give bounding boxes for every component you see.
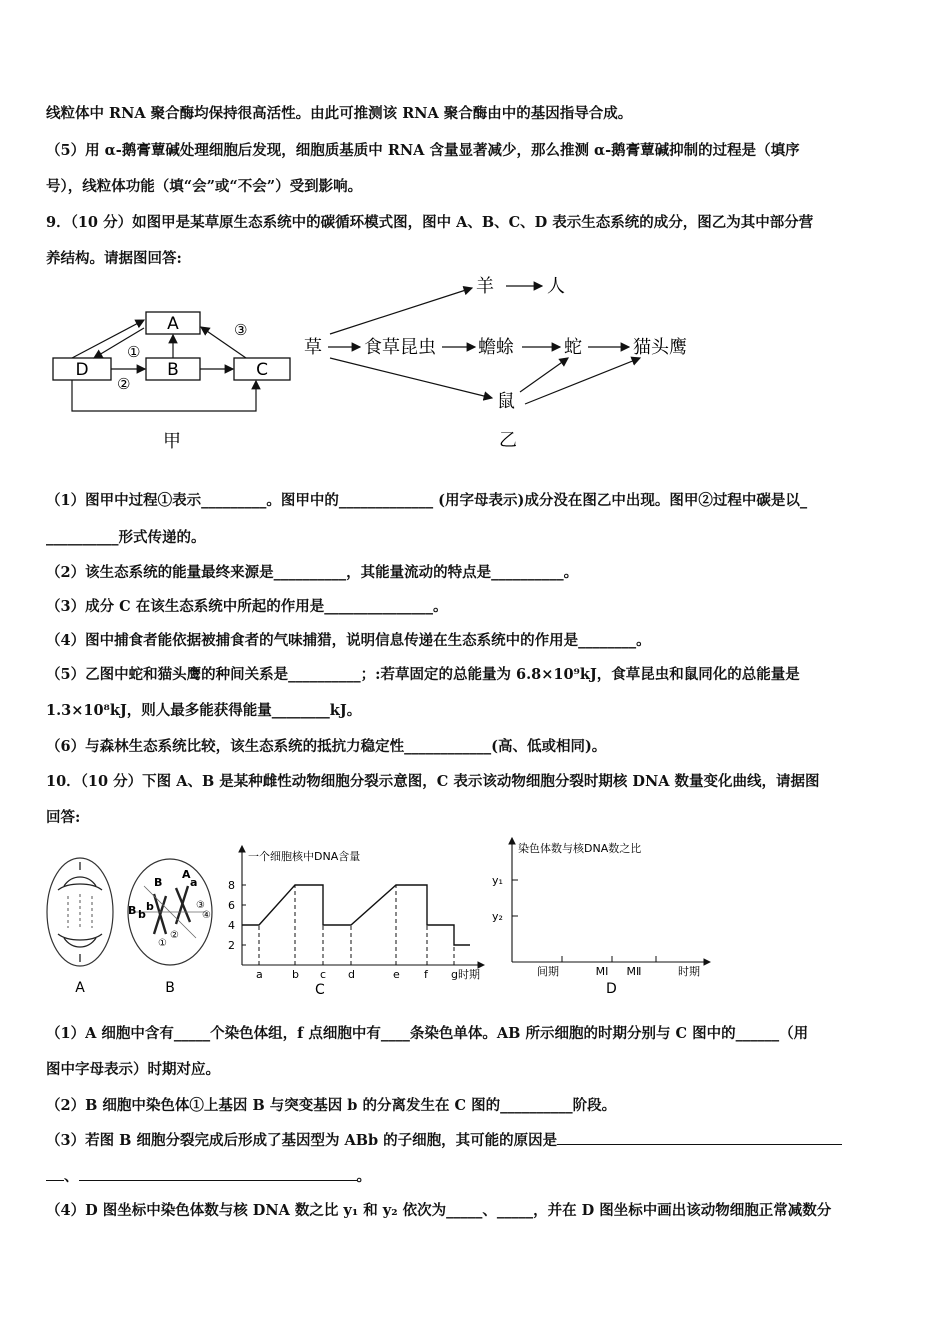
- svg-text:C: C: [256, 360, 268, 380]
- gene-label: A: [182, 868, 191, 881]
- gene-label: B: [128, 904, 137, 917]
- text-line: （5）用 α-鹅膏蕈碱处理细胞后发现，细胞质基质中 RNA 含量显著减少，那么推测 α-鹅膏蕈碱抑制的过程是（填序: [46, 142, 800, 159]
- chromosome-number: ③: [196, 900, 205, 911]
- chart-d-ratio: [490, 832, 715, 997]
- chart-c-x-tick: a: [256, 968, 263, 981]
- svg-text:A: A: [167, 314, 179, 334]
- chart-d-x-tick: 间期: [537, 965, 559, 978]
- question-10-4: （4）D 图坐标中染色体数与核 DNA 数之比 y₁ 和 y₂ 依次为_____、_____，并在 D 图坐标中画出该动物细胞正常减数分: [46, 1202, 832, 1219]
- chart-d-x-tick: MⅠ: [595, 965, 609, 978]
- chart-c-x-tick: e: [393, 968, 400, 981]
- organism-snake: 蛇: [564, 337, 582, 358]
- chart-c-dna-series-line: [242, 885, 470, 945]
- question-9-6: （6）与森林生态系统比较，该生态系统的抵抗力稳定性____________(高、低或相同)。: [46, 738, 607, 755]
- gene-label: b: [146, 900, 154, 913]
- question-9-stem-cont: 养结构。请据图回答:: [46, 250, 182, 267]
- chromosome-number: ④: [202, 910, 211, 921]
- figure-yi-food-web: [300, 268, 720, 458]
- caption-cell-a: A: [75, 980, 85, 996]
- text-line: 线粒体中 RNA 聚合酶均保持很高活性。由此可推测该 RNA 聚合酶由中的基因指导合成。: [46, 105, 633, 122]
- question-10-stem: 10．（10 分）下图 A、B 是某种雌性动物细胞分裂示意图，C 表示该动物细胞分裂时期核 DNA 数量变化曲线，请据图: [46, 773, 820, 790]
- chart-c-x-tick: b: [292, 968, 299, 981]
- chart-c-x-tick: f: [424, 968, 428, 981]
- text-line: 号），线粒体功能（填“会”或“不会”）受到影响。: [46, 178, 363, 195]
- caption-yi: 乙: [499, 430, 517, 451]
- question-10-3-text: （3）若图 B 细胞分裂完成后形成了基因型为 ABb 的子细胞，其可能的原因是: [46, 1132, 558, 1149]
- caption-chart-d: D: [606, 981, 617, 997]
- chart-c-dna-content: [218, 840, 498, 1000]
- organism-sheep: 羊: [476, 276, 494, 297]
- chart-d-x-tick: MⅡ: [626, 965, 642, 978]
- question-9-1-cont: __________形式传递的。: [46, 529, 206, 546]
- organism-owl: 猫头鹰: [633, 337, 687, 358]
- question-10-1: （1）A 细胞中含有_____个染色体组，f 点细胞中有____条染色单体。AB 所示细胞的时期分别与 C 图中的______（用: [46, 1025, 809, 1042]
- svg-text:B: B: [167, 360, 179, 380]
- question-10-1-cont: 图中字母表示）时期对应。: [46, 1061, 220, 1078]
- caption-chart-c: C: [315, 982, 325, 998]
- chart-d-title: 染色体数与核DNA数之比: [518, 842, 642, 855]
- chart-c-y-tick: 8: [228, 879, 235, 892]
- label-process-3: ③: [234, 321, 248, 339]
- chart-c-y-tick: 6: [228, 899, 235, 912]
- chart-c-x-tick: d: [348, 968, 355, 981]
- label-process-1: ①: [127, 343, 141, 361]
- arrow-grass-mouse: [330, 358, 492, 398]
- arrow-mouse-snake: [520, 358, 568, 392]
- node-a: [146, 312, 200, 334]
- chart-c-x-tick: c: [320, 968, 327, 981]
- chart-c-x-label: 时期: [458, 968, 480, 981]
- question-9-1: （1）图甲中过程①表示_________。图甲中的_____________ (用字母表示)成分没在图乙中出现。图甲②过程中碳是以_: [46, 492, 808, 509]
- chromosome-number: ①: [158, 938, 167, 949]
- gene-label: a: [190, 876, 198, 889]
- question-9-4: （4）图中捕食者能依据被捕食者的气味捕猎，说明信息传递在生态系统中的作用是________。: [46, 632, 651, 649]
- caption-jia: 甲: [163, 431, 181, 452]
- label-process-2: ②: [117, 375, 131, 393]
- organism-human: 人: [547, 276, 565, 297]
- figure-cell-b: [124, 856, 216, 996]
- answer-blank[interactable]: [46, 1166, 64, 1181]
- chart-c-x-tick: g: [451, 968, 458, 981]
- gene-label: b: [138, 908, 146, 921]
- answer-blank[interactable]: [557, 1130, 842, 1145]
- separator: 、: [64, 1168, 79, 1185]
- organism-toad: 蟾蜍: [478, 337, 514, 358]
- chart-c-y-tick: 4: [228, 919, 235, 932]
- question-9-3: （3）成分 C 在该生态系统中所起的作用是_______________。: [46, 598, 448, 615]
- chart-c-y-tick: 2: [228, 939, 235, 952]
- question-9-5-cont: 1.3×10⁸kJ，则人最多能获得能量________kJ。: [46, 702, 362, 719]
- organism-grass: 草: [304, 337, 322, 358]
- chromosome-number: ②: [170, 930, 179, 941]
- figure-cell-a: [44, 856, 116, 996]
- question-10-3-cont: 、 。: [46, 1165, 371, 1186]
- question-9-2: （2）该生态系统的能量最终来源是__________，其能量流动的特点是__________。: [46, 564, 579, 581]
- question-10-stem-cont: 回答:: [46, 809, 81, 826]
- question-9-stem: 9．（10 分）如图甲是某草原生态系统中的碳循环模式图，图中 A、B、C、D 表示生态系统的成分，图乙为其中部分营: [46, 214, 814, 231]
- node-c: [234, 358, 290, 380]
- chart-c-title: 一个细胞核中DNA含量: [248, 850, 361, 863]
- caption-cell-b: B: [165, 980, 175, 996]
- arrow-d-c: [72, 380, 256, 411]
- node-b: [146, 358, 200, 380]
- chart-d-y-tick: y₂: [492, 910, 503, 923]
- organism-mouse: 鼠: [497, 391, 515, 412]
- chart-d-y-tick: y₁: [492, 874, 503, 887]
- answer-blank[interactable]: [79, 1166, 357, 1181]
- gene-label: B: [154, 876, 163, 889]
- arrow-mouse-owl: [525, 358, 640, 404]
- question-10-2: （2）B 细胞中染色体①上基因 B 与突变基因 b 的分离发生在 C 图的__________阶段。: [46, 1097, 617, 1114]
- question-10-3: [46, 1129, 842, 1150]
- figure-jia-carbon-cycle: [44, 305, 304, 455]
- node-d: [53, 358, 111, 380]
- organism-insect: 食草昆虫: [364, 337, 436, 358]
- chart-d-x-label: 时期: [678, 965, 700, 978]
- question-9-5: （5）乙图中蛇和猫头鹰的种间关系是__________；:若草固定的总能量为 6.8×10⁹kJ，食草昆虫和鼠同化的总能量是: [46, 666, 800, 683]
- arrow-grass-sheep: [330, 288, 472, 334]
- svg-text:D: D: [75, 360, 89, 380]
